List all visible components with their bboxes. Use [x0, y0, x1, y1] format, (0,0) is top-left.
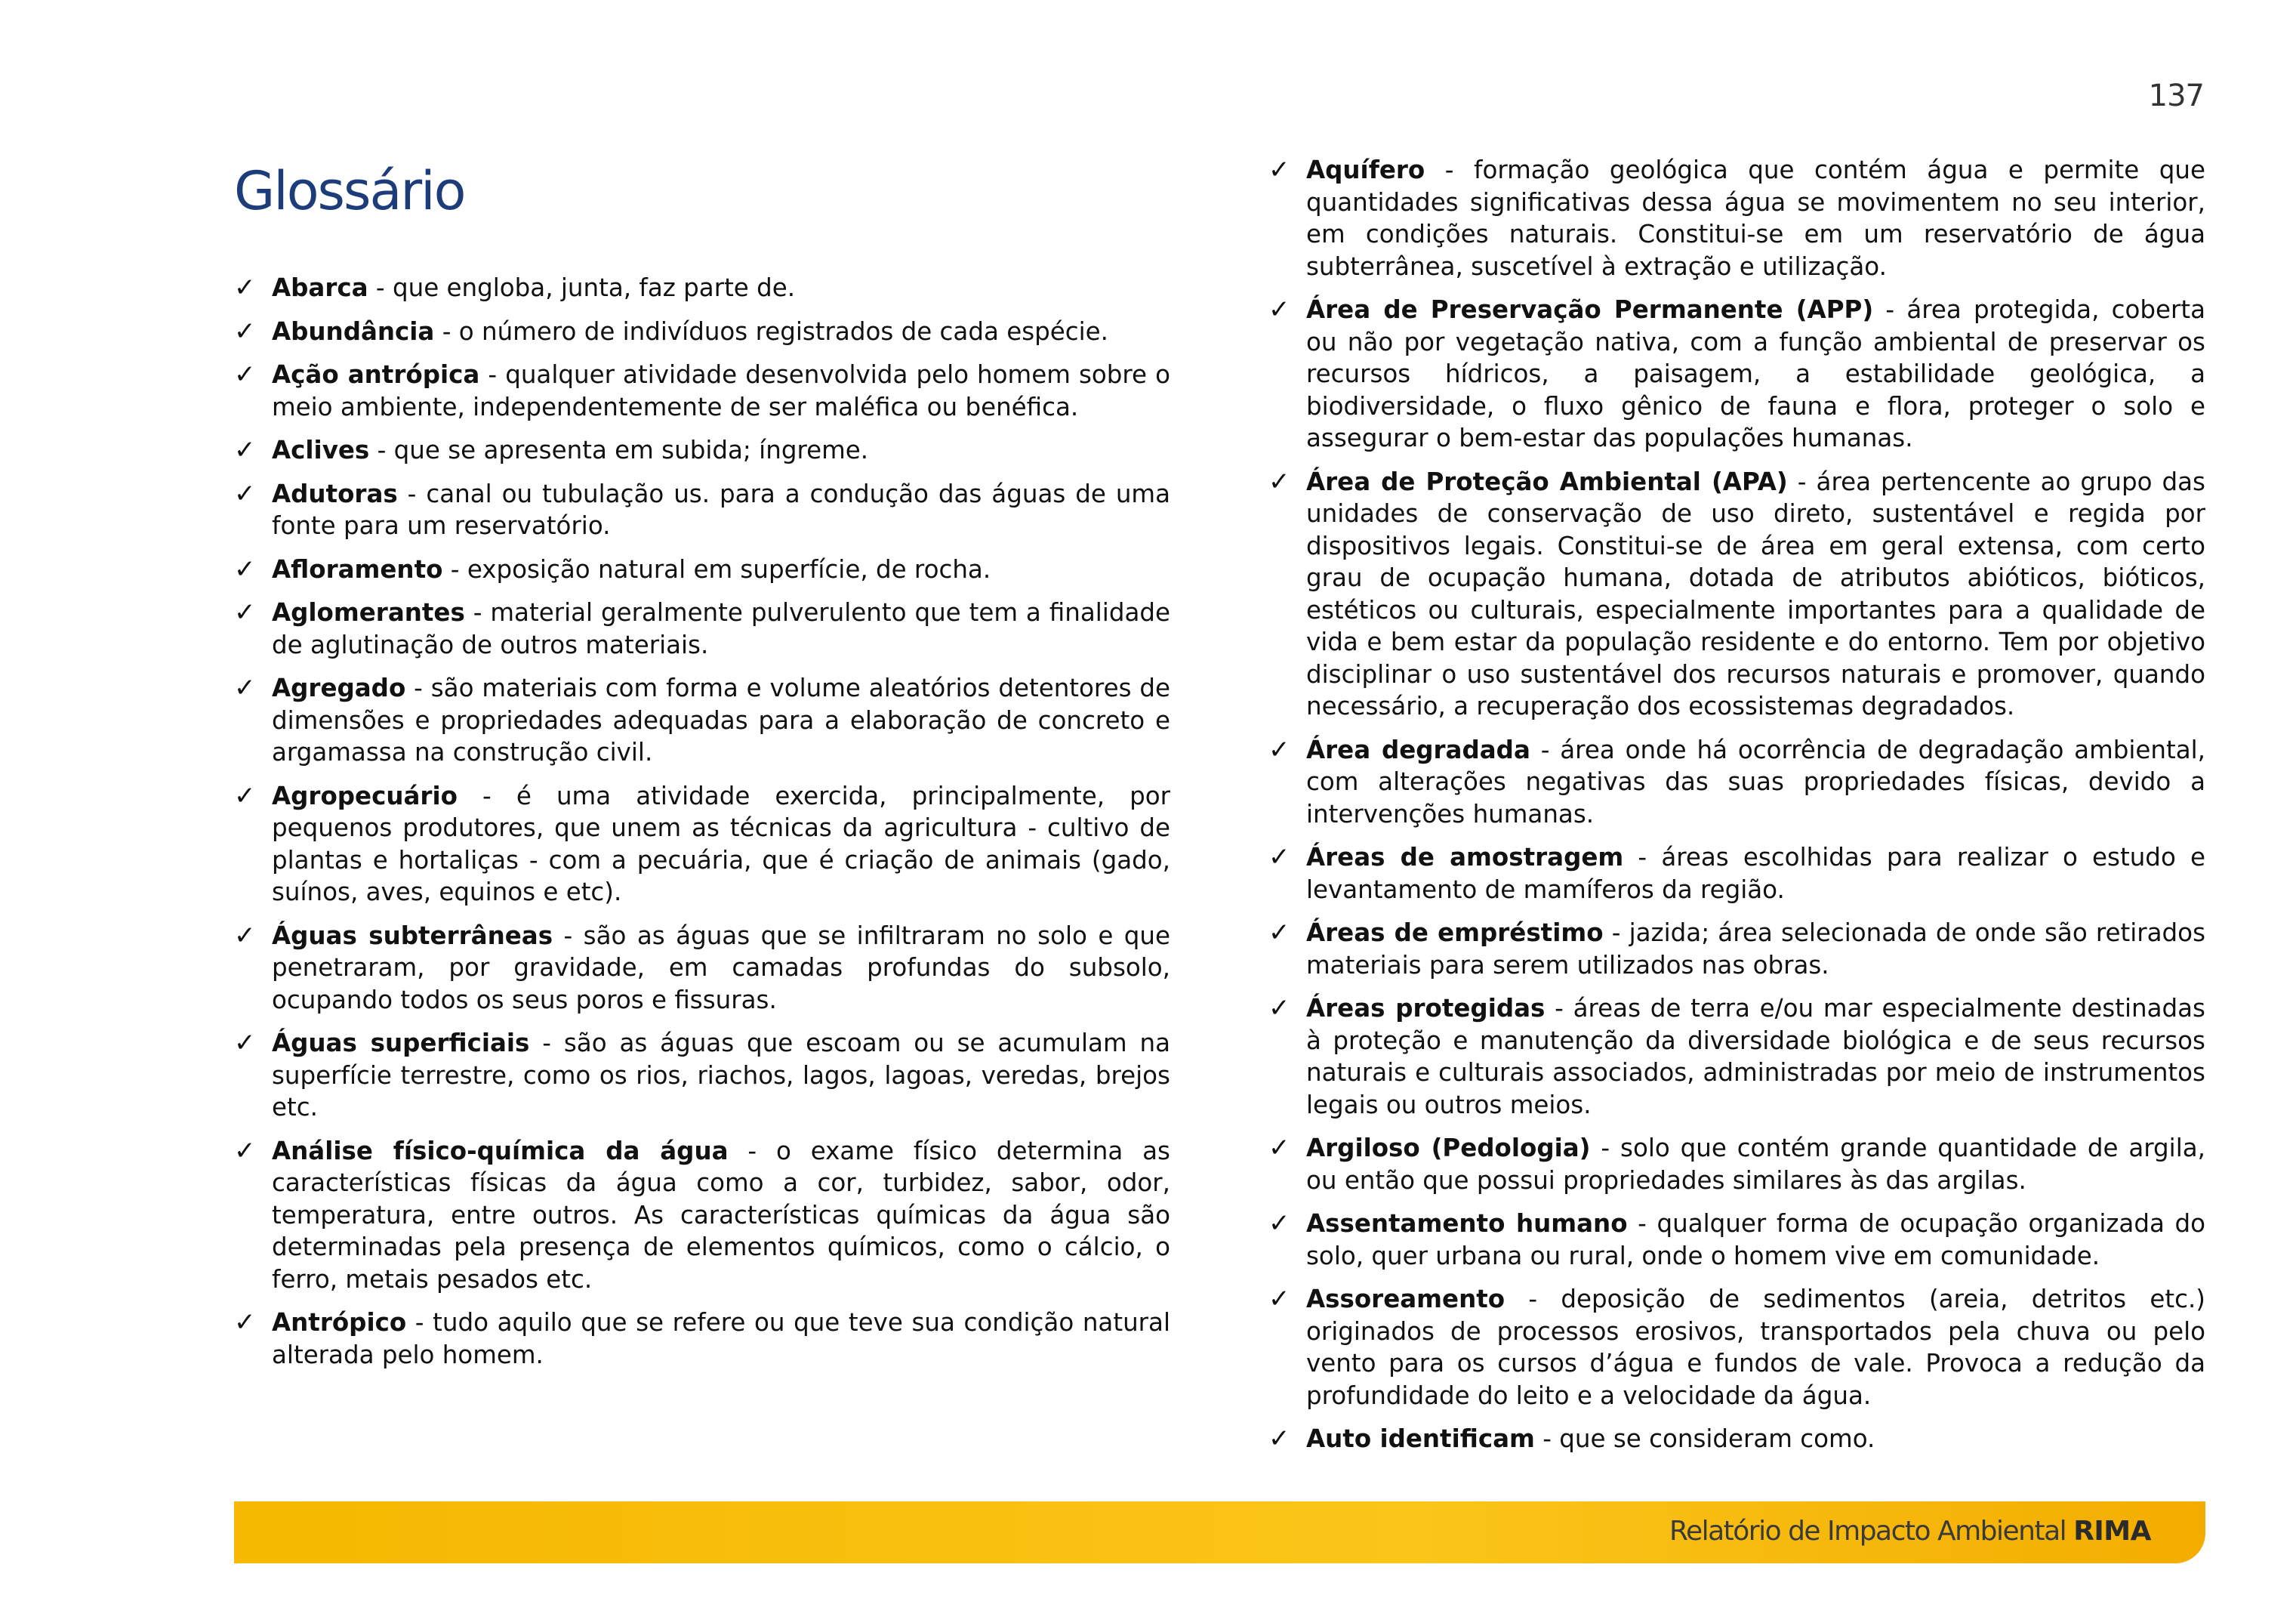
glossary-entry — [234, 780, 1170, 909]
check-icon: ✓ — [234, 1028, 256, 1058]
glossary-term: Afloramento — [272, 554, 443, 584]
glossary-term: Águas subterrâneas — [272, 921, 553, 950]
check-icon: ✓ — [234, 554, 256, 585]
page-number: 137 — [2148, 79, 2204, 113]
glossary-definition: - o exame físico determina as características físicas da água como a cor, turbidez, sabor, odor, temperatura, entre outros. As características químicas da água são determinadas pela presença de elementos químicos, como o cálcio, o ferro, metais pesados etc. — [272, 1136, 1170, 1294]
check-icon: ✓ — [234, 780, 256, 811]
glossary-definition: - canal ou tubulação us. para a condução das águas de uma fonte para um reservatório. — [272, 479, 1170, 540]
glossary-entry — [1268, 841, 2205, 906]
glossary-definition: - qualquer forma de ocupação organizada do solo, quer urbana ou rural, onde o homem vive em comunidade. — [1306, 1209, 2205, 1270]
glossary-left-column — [234, 272, 1170, 1382]
glossary-definition: - são as águas que escoam ou se acumulam na superfície terrestre, como os rios, riachos, lagos, lagoas, veredas, brejos etc. — [272, 1029, 1170, 1122]
glossary-definition: - o número de indivíduos registrados de cada espécie. — [434, 316, 1108, 346]
glossary-entry — [1268, 154, 2205, 282]
check-icon: ✓ — [234, 435, 256, 465]
glossary-entry — [234, 672, 1170, 769]
glossary-definition: - tudo aquilo que se refere ou que teve sua condição natural alterada pelo homem. — [272, 1308, 1170, 1369]
glossary-definition: - áreas de terra e/ou mar especialmente destinadas à proteção e manutenção da diversidade biológica e de seus recursos naturais e culturais associados, administradas por meio de instrumentos legais ou outros meios. — [1306, 994, 2205, 1119]
glossary-entry — [1268, 466, 2205, 723]
check-icon: ✓ — [1268, 734, 1290, 765]
page-title: Glossário — [234, 160, 465, 222]
glossary-term: Águas superficiais — [272, 1029, 530, 1057]
glossary-term: Abundância — [272, 316, 435, 346]
glossary-term: Agregado — [272, 674, 406, 702]
check-icon: ✓ — [234, 359, 256, 390]
glossary-entry — [234, 1135, 1170, 1296]
glossary-term: Áreas de empréstimo — [1306, 918, 1604, 947]
glossary-definition: - área protegida, coberta ou não por vegetação nativa, com a função ambiental de preservar os recursos hídricos, a paisagem, a estabilidade geológica, a biodiversidade, o fluxo gênico de fauna e flora, proteger o solo e assegurar o bem-estar das populações humanas. — [1306, 295, 2206, 452]
glossary-term: Aclives — [272, 436, 370, 464]
glossary-term: Aglomerantes — [272, 598, 465, 627]
check-icon: ✓ — [234, 1135, 256, 1166]
glossary-term: Assentamento humano — [1306, 1209, 1628, 1238]
glossary-definition: - são as águas que se infiltraram no solo e que penetraram, por gravidade, em camadas profundas do subsolo, ocupando todos os seus poros e fissuras. — [272, 921, 1170, 1014]
glossary-entry — [234, 359, 1170, 423]
glossary-term: Aquífero — [1306, 156, 1425, 184]
check-icon: ✓ — [1268, 1284, 1290, 1314]
check-icon: ✓ — [1268, 155, 1290, 185]
footer-bar — [234, 1501, 2205, 1563]
glossary-entry — [1268, 1208, 2205, 1272]
check-icon: ✓ — [1268, 918, 1290, 948]
check-icon: ✓ — [1268, 466, 1290, 497]
glossary-definition: - são materiais com forma e volume aleatórios detentores de dimensões e propriedades adequadas para a elaboração de concreto e argamassa na construção civil. — [272, 674, 1170, 767]
glossary-right-column — [1268, 154, 2205, 1467]
glossary-definition: - que engloba, junta, faz parte de. — [368, 273, 796, 302]
glossary-entry — [234, 434, 1170, 467]
glossary-definition: - jazida; área selecionada de onde são retirados materiais para serem utilizados nas obras. — [1306, 918, 2206, 980]
check-icon: ✓ — [1268, 842, 1290, 872]
glossary-term: Antrópico — [272, 1308, 407, 1337]
glossary-entry — [234, 920, 1170, 1017]
glossary-entry — [234, 478, 1170, 542]
glossary-entry — [234, 272, 1170, 304]
glossary-definition: - área onde há ocorrência de degradação ambiental, com alterações negativas das suas propriedades físicas, devido a intervenções humanas. — [1306, 735, 2206, 828]
glossary-definition: - deposição de sedimentos (areia, detritos etc.) originados de processos erosivos, transportados pela chuva ou pelo vento para os cursos d’água e fundos de vale. Provoca a redução da profundidade do leito e a velocidade da água. — [1306, 1285, 2205, 1410]
footer-label — [1669, 1512, 2151, 1551]
check-icon: ✓ — [234, 478, 256, 509]
glossary-term: Assoreamento — [1306, 1285, 1505, 1313]
check-icon: ✓ — [1268, 1424, 1290, 1454]
glossary-definition: - solo que contém grande quantidade de argila, ou então que possui propriedades similares às das argilas. — [1306, 1134, 2205, 1195]
footer-report-acronym: RIMA — [2073, 1516, 2151, 1547]
glossary-term: Agropecuário — [272, 781, 458, 810]
glossary-definition: - material geralmente pulverulento que tem a finalidade de aglutinação de outros materiais. — [272, 598, 1170, 659]
glossary-entry — [1268, 294, 2205, 455]
glossary-term: Área de Preservação Permanente (APP) — [1306, 295, 1874, 324]
glossary-definition: - formação geológica que contém água e permite que quantidades significativas dessa água se movimentem no seu interior, em condições naturais. Constitui-se em um reservatório de água subterrânea, suscetível à extração e utilização. — [1306, 156, 2205, 281]
glossary-term: Análise físico-química da água — [272, 1136, 729, 1165]
glossary-definition: - que se apresenta em subida; íngreme. — [369, 436, 869, 464]
check-icon: ✓ — [234, 673, 256, 703]
glossary-entry — [234, 1027, 1170, 1124]
check-icon: ✓ — [234, 273, 256, 303]
check-icon: ✓ — [234, 316, 256, 347]
glossary-entry — [1268, 1423, 2205, 1455]
check-icon: ✓ — [1268, 295, 1290, 325]
glossary-term: Área de Proteção Ambiental (APA) — [1306, 467, 1788, 496]
glossary-term: Adutoras — [272, 479, 398, 508]
glossary-definition: - é uma atividade exercida, principalmente, por pequenos produtores, que unem as técnicas da agricultura - cultivo de plantas e hortaliças - com a pecuária, que é criação de animais (gado, suínos, aves, equinos e etc). — [272, 781, 1170, 906]
glossary-entry — [1268, 992, 2205, 1121]
glossary-definition: - área pertencente ao grupo das unidades de conservação de uso direto, sustentável e regida por dispositivos legais. Constitui-se de área em geral extensa, com certo grau de ocupação humana, dotada de atributos abióticos, bióticos, estéticos ou culturais, especialmente importantes para a qualidade de vida e bem estar da população residente e do entorno. Tem por objetivo disciplinar o uso sustentável dos recursos naturais e promover, quando necessário, a recuperação dos ecossistemas degradados. — [1306, 467, 2205, 720]
glossary-entry — [234, 597, 1170, 661]
glossary-definition: - que se consideram como. — [1534, 1424, 1875, 1453]
glossary-term: Auto identificam — [1306, 1424, 1535, 1453]
glossary-definition: - qualquer atividade desenvolvida pelo homem sobre o meio ambiente, independentemente de ser maléfica ou benéfica. — [272, 360, 1170, 421]
glossary-term: Abarca — [272, 273, 368, 302]
glossary-definition: - exposição natural em superfície, de rocha. — [442, 554, 991, 584]
check-icon: ✓ — [234, 920, 256, 951]
glossary-entry — [1268, 1132, 2205, 1196]
glossary-entry — [1268, 1283, 2205, 1412]
glossary-entry — [234, 554, 1170, 586]
check-icon: ✓ — [234, 597, 256, 628]
glossary-entry — [234, 1307, 1170, 1371]
glossary-entry — [234, 316, 1170, 348]
check-icon: ✓ — [1268, 1208, 1290, 1239]
glossary-term: Áreas protegidas — [1306, 994, 1546, 1023]
check-icon: ✓ — [234, 1307, 256, 1338]
check-icon: ✓ — [1268, 993, 1290, 1023]
glossary-term: Ação antrópica — [272, 360, 480, 389]
glossary-term: Área degradada — [1306, 735, 1530, 764]
footer-report-name: Relatório de Impacto Ambiental — [1669, 1516, 2066, 1547]
glossary-term: Áreas de amostragem — [1306, 843, 1624, 872]
glossary-term: Argiloso (Pedologia) — [1306, 1134, 1591, 1162]
glossary-entry — [1268, 917, 2205, 981]
check-icon: ✓ — [1268, 1133, 1290, 1163]
glossary-definition: - áreas escolhidas para realizar o estudo e levantamento de mamíferos da região. — [1306, 843, 2205, 904]
glossary-entry — [1268, 734, 2205, 831]
